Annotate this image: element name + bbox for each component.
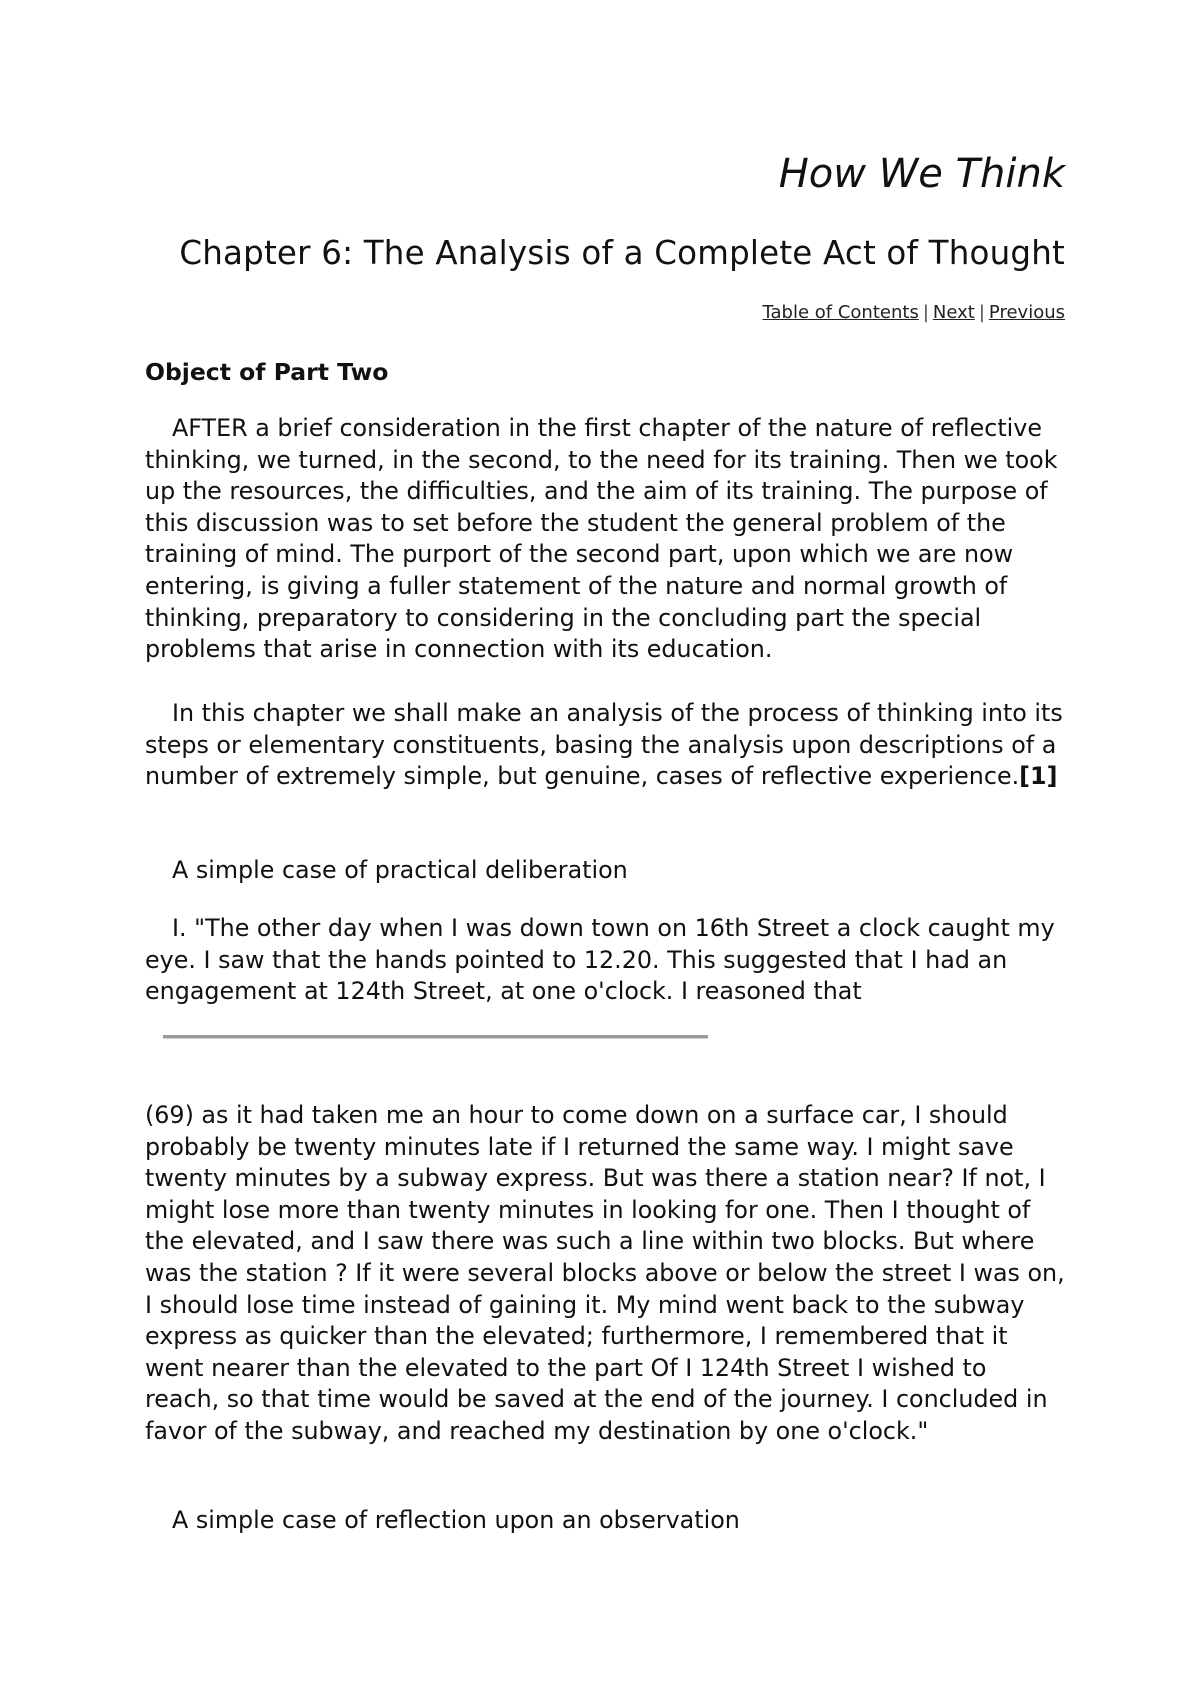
paragraph-block	[145, 413, 1065, 666]
paragraph-case-one-continued: (69) as it had taken me an hour to come down on a surface car, I should probably be twenty minutes late if I returned the same way. I might save twenty minutes by a subway express. But was there a station near? If not, I might lose more than twenty minutes in looking for one. Then I thought of the elevated, and I saw there was such a line within two blocks. But where was the station ? If it were several blocks above or below the street I was on, I should lose time instead of gaining it. My mind went back to the subway express as quicker than the elevated; furthermore, I remembered that it went nearer than the elevated to the part Of I 124th Street I wished to reach, so that time would be saved at the end of the journey. I concluded in favor of the subway, and reached my destination by one o'clock."	[145, 1101, 1065, 1445]
nav-separator: |	[922, 302, 929, 323]
paragraph-analysis-text: In this chapter we shall make an analysis of the process of thinking into its steps or elementary constituents, basing the analysis upon descriptions of a number of extremely simple, but genuine, cases of reflective experience.	[145, 699, 1063, 791]
next-link[interactable]: Next	[932, 302, 975, 323]
case-heading-practical: A simple case of practical deliberation	[172, 856, 628, 884]
page-break-rule	[163, 1035, 708, 1039]
paragraph-case-one-start: I. "The other day when I was down town on 16th Street a clock caught my eye. I saw that the hands pointed to 12.20. This suggested that I had an engagement at 124th Street, at one o'clock. I reasoned that	[145, 914, 1055, 1006]
previous-link[interactable]: Previous	[988, 302, 1065, 323]
case-heading-observation: A simple case of reflection upon an observation	[172, 1506, 740, 1534]
paragraph-block	[145, 1505, 1065, 1537]
nav-separator: |	[978, 302, 985, 323]
table-of-contents-link[interactable]: Table of Contents	[762, 302, 919, 323]
paragraph-block	[145, 698, 1065, 793]
paragraph-analysis	[145, 698, 1065, 793]
paragraph-block	[145, 855, 1065, 887]
book-title: How We Think	[778, 151, 1065, 197]
paragraph-block	[145, 1100, 1065, 1448]
paragraph-block	[145, 913, 1065, 1008]
footnote-link[interactable]: [1]	[1019, 762, 1058, 791]
section-heading: Object of Part Two	[145, 358, 389, 386]
chapter-title: Chapter 6: The Analysis of a Complete Act of Thought	[179, 234, 1065, 272]
chapter-navigation	[763, 301, 1065, 325]
paragraph-intro: AFTER a brief consideration in the first chapter of the nature of reflective thinking, we turned, in the second, to the need for its training. Then we took up the resources, the difficulties, and the aim of its training. The purpose of this discussion was to set before the student the general problem of the training of mind. The purport of the second part, upon which we are now entering, is giving a fuller statement of the nature and normal growth of thinking, preparatory to considering in the concluding part the special problems that arise in connection with its education.	[145, 414, 1058, 664]
